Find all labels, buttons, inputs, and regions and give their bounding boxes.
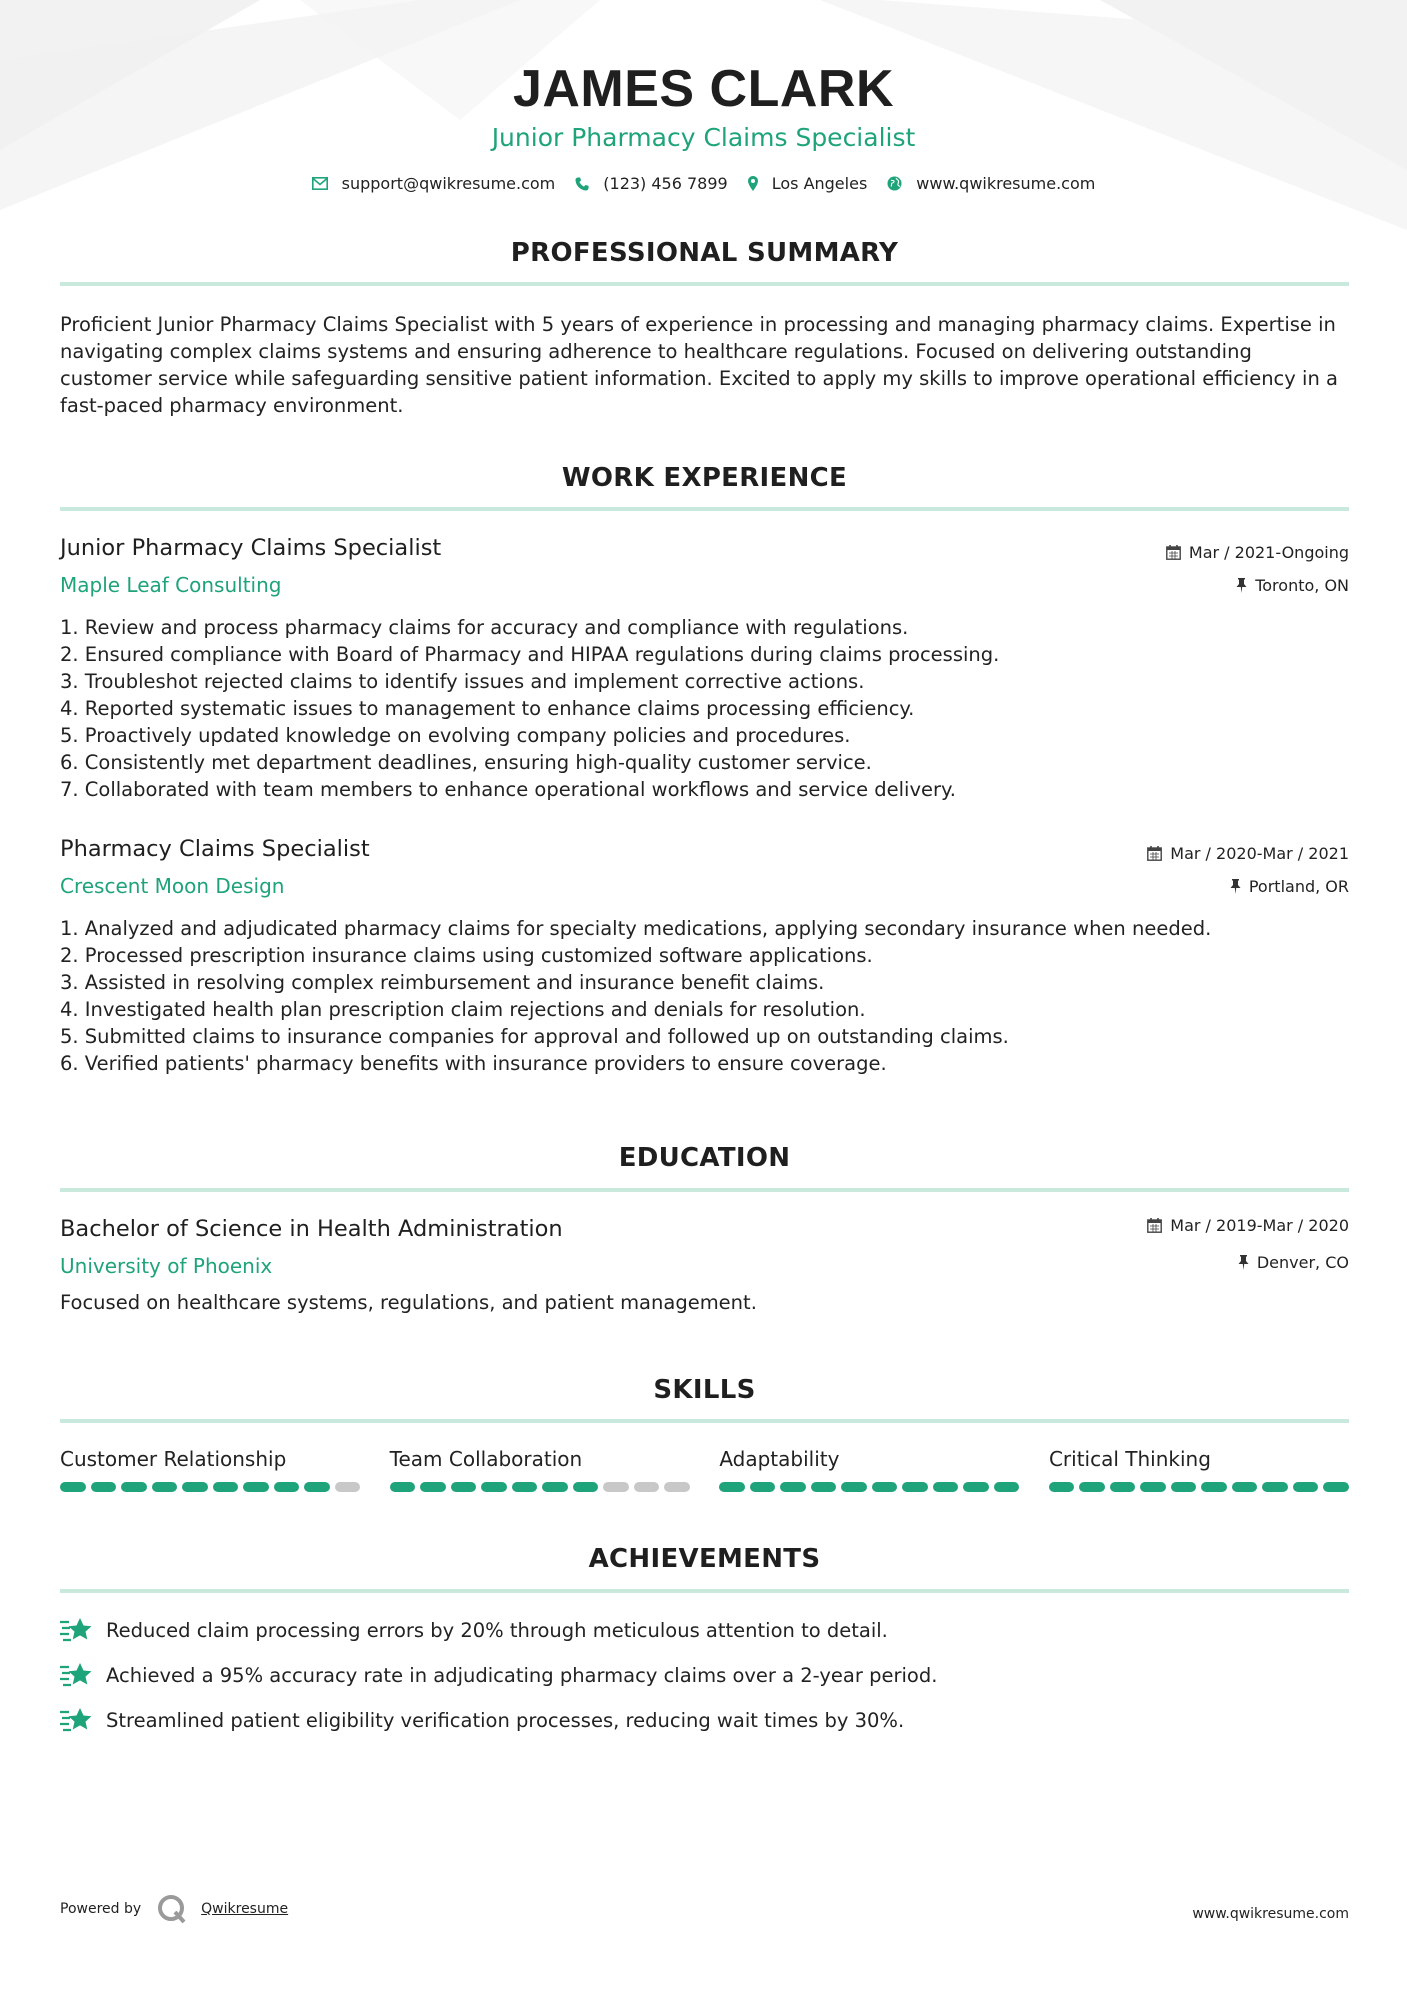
skill-level-segment (963, 1482, 989, 1492)
job-2-location-text: Portland, OR (1248, 877, 1349, 896)
skill-level-segment (841, 1482, 867, 1492)
skill-level-segment (994, 1482, 1020, 1492)
footer-powered-by (60, 1894, 288, 1924)
contact-phone[interactable] (575, 174, 727, 193)
experience-divider (60, 507, 1349, 511)
list-item: 2. Processed prescription insurance claims using customized software applications. (60, 944, 873, 967)
skill-level-segment (634, 1482, 660, 1492)
skill-level-segment (451, 1482, 477, 1492)
skill-name: Adaptability (719, 1447, 840, 1471)
email-text: support@qwikresume.com (341, 174, 556, 193)
brand-link[interactable]: Qwikresume (201, 1901, 289, 1917)
globe-icon (887, 176, 902, 191)
candidate-name: JAMES CLARK (512, 60, 895, 118)
list-item: 6. Consistently met department deadlines, ensuring high-quality customer service. (60, 751, 872, 774)
skill-name: Team Collaboration (389, 1447, 583, 1471)
list-item: 5. Submitted claims to insurance companies for approval and followed up on outstanding claims. (60, 1025, 1009, 1048)
summary-divider (60, 282, 1349, 286)
list-item: 4. Investigated health plan prescription claim rejections and denials for resolution. (60, 998, 866, 1021)
skill-level-segment (1171, 1482, 1197, 1492)
job-1-location (1236, 576, 1349, 595)
list-item: 5. Proactively updated knowledge on evolving company policies and procedures. (60, 724, 851, 747)
skill-level-segment (420, 1482, 446, 1492)
list-item: 3. Assisted in resolving complex reimbursement and insurance benefit claims. (60, 971, 825, 994)
education-date-text: Mar / 2019-Mar / 2020 (1170, 1216, 1349, 1235)
skill-level-bar (719, 1482, 1019, 1492)
star-achievement-icon (60, 1616, 94, 1644)
pushpin-icon (1236, 578, 1247, 593)
experience-heading: WORK EXPERIENCE (561, 463, 848, 493)
job-1-location-text: Toronto, ON (1255, 576, 1349, 595)
summary-heading: PROFESSIONAL SUMMARY (510, 238, 899, 268)
job-1-date (1166, 543, 1349, 562)
qwikresume-logo-icon (157, 1894, 187, 1924)
list-item: 3. Troubleshot rejected claims to identify issues and implement corrective actions. (60, 670, 865, 693)
contact-email[interactable] (312, 174, 556, 193)
phone-text: (123) 456 7899 (603, 174, 728, 193)
skill-level-segment (542, 1482, 568, 1492)
skill-level-segment (335, 1482, 361, 1492)
calendar-icon (1166, 545, 1181, 560)
skill-level-segment (274, 1482, 300, 1492)
footer-website[interactable]: www.qwikresume.com (1192, 1906, 1349, 1922)
pushpin-icon (1230, 879, 1241, 894)
skill-level-segment (243, 1482, 269, 1492)
calendar-icon (1147, 1218, 1162, 1233)
skill-item (60, 1446, 360, 1492)
achievement-item (60, 1616, 888, 1644)
job-2-date-text: Mar / 2020-Mar / 2021 (1170, 844, 1349, 863)
skill-level-segment (902, 1482, 928, 1492)
list-item: 1. Analyzed and adjudicated pharmacy claims for specialty medications, applying secondary insurance when needed. (60, 917, 1212, 940)
skill-level-segment (811, 1482, 837, 1492)
achievement-text: Streamlined patient eligibility verification processes, reducing wait times by 30%. (106, 1708, 905, 1732)
job-2-bullets (60, 915, 1349, 1077)
skill-level-segment (121, 1482, 147, 1492)
skill-level-segment (304, 1482, 330, 1492)
job-2-date (1147, 844, 1349, 863)
skill-level-segment (1140, 1482, 1166, 1492)
list-item: 1. Review and process pharmacy claims for accuracy and compliance with regulations. (60, 616, 909, 639)
education-location-text: Denver, CO (1256, 1253, 1349, 1272)
map-pin-icon (748, 176, 758, 191)
achievements-heading: ACHIEVEMENTS (588, 1544, 821, 1574)
education-date (1147, 1216, 1349, 1235)
education-divider (60, 1188, 1349, 1192)
skill-level-segment (1201, 1482, 1227, 1492)
achievements-divider (60, 1589, 1349, 1593)
skill-level-segment (481, 1482, 507, 1492)
pushpin-icon (1238, 1255, 1249, 1270)
list-item: 2. Ensured compliance with Board of Pharmacy and HIPAA regulations during claims processing. (60, 643, 1000, 666)
calendar-icon (1147, 846, 1162, 861)
education-degree: Bachelor of Science in Health Administration (60, 1216, 563, 1242)
job-1-company: Maple Leaf Consulting (60, 573, 282, 597)
skill-level-segment (512, 1482, 538, 1492)
skill-level-segment (91, 1482, 117, 1492)
job-1-title: Junior Pharmacy Claims Specialist (60, 535, 442, 561)
job-1-bullets (60, 614, 1349, 803)
website-text: www.qwikresume.com (916, 174, 1096, 193)
skill-level-segment (1293, 1482, 1319, 1492)
skill-level-segment (152, 1482, 178, 1492)
achievement-text: Achieved a 95% accuracy rate in adjudicating pharmacy claims over a 2-year period. (106, 1663, 938, 1687)
skills-divider (60, 1419, 1349, 1423)
education-school: University of Phoenix (60, 1254, 273, 1278)
skill-name: Customer Relationship (60, 1447, 287, 1471)
skill-level-segment (182, 1482, 208, 1492)
contact-location (748, 174, 868, 193)
job-1-date-text: Mar / 2021-Ongoing (1188, 543, 1349, 562)
skills-heading: SKILLS (653, 1375, 756, 1405)
job-2-location (1230, 877, 1349, 896)
skill-level-segment (1049, 1482, 1075, 1492)
contact-bar (0, 174, 1407, 193)
achievement-text: Reduced claim processing errors by 20% through meticulous attention to detail. (106, 1618, 888, 1642)
job-2-title: Pharmacy Claims Specialist (60, 836, 370, 862)
skill-item (1049, 1446, 1349, 1492)
skill-level-segment (1262, 1482, 1288, 1492)
skill-level-segment (1232, 1482, 1258, 1492)
skill-level-segment (1110, 1482, 1136, 1492)
skill-level-segment (750, 1482, 776, 1492)
skill-level-segment (933, 1482, 959, 1492)
job-2-company: Crescent Moon Design (60, 874, 285, 898)
achievement-item (60, 1706, 904, 1734)
skill-level-segment (573, 1482, 599, 1492)
skill-level-segment (1079, 1482, 1105, 1492)
skills-list (60, 1446, 1349, 1492)
phone-icon (575, 177, 589, 191)
skill-level-segment (213, 1482, 239, 1492)
skill-level-bar (1049, 1482, 1349, 1492)
skill-level-segment (780, 1482, 806, 1492)
candidate-title: Junior Pharmacy Claims Specialist (491, 123, 916, 152)
achievement-item (60, 1661, 937, 1689)
skill-level-segment (719, 1482, 745, 1492)
location-text: Los Angeles (771, 174, 868, 193)
skill-level-segment (872, 1482, 898, 1492)
contact-website[interactable] (887, 174, 1095, 193)
powered-by-label: Powered by (60, 1901, 142, 1917)
skill-level-segment (1323, 1482, 1349, 1492)
skill-item (719, 1446, 1019, 1492)
skill-level-bar (60, 1482, 360, 1492)
resume-header (0, 58, 1407, 154)
list-item: 4. Reported systematic issues to management to enhance claims processing efficiency. (60, 697, 915, 720)
education-heading: EDUCATION (618, 1143, 791, 1173)
skill-level-segment (664, 1482, 690, 1492)
skill-level-bar (390, 1482, 690, 1492)
star-achievement-icon (60, 1661, 94, 1689)
skill-item (390, 1446, 690, 1492)
list-item: 7. Collaborated with team members to enhance operational workflows and service delivery. (60, 778, 956, 801)
skill-level-segment (390, 1482, 416, 1492)
skill-level-segment (60, 1482, 86, 1492)
education-location (1238, 1253, 1349, 1272)
education-description: Focused on healthcare systems, regulations, and patient management. (60, 1291, 757, 1314)
star-achievement-icon (60, 1706, 94, 1734)
summary-text: Proficient Junior Pharmacy Claims Specialist with 5 years of experience in processing and managing pharmacy claims. Expertise in navigating complex claims systems and ensuring adherence to healthcare regulations. Focused on delivering outstanding customer service while safeguarding sensitive patient information. Excited to apply my skills to improve operational efficiency in a fast-paced pharmacy environment. (60, 313, 1338, 417)
skill-name: Critical Thinking (1048, 1447, 1211, 1471)
list-item: 6. Verified patients' pharmacy benefits with insurance providers to ensure coverage. (60, 1052, 887, 1075)
skill-level-segment (603, 1482, 629, 1492)
envelope-icon (312, 177, 328, 190)
